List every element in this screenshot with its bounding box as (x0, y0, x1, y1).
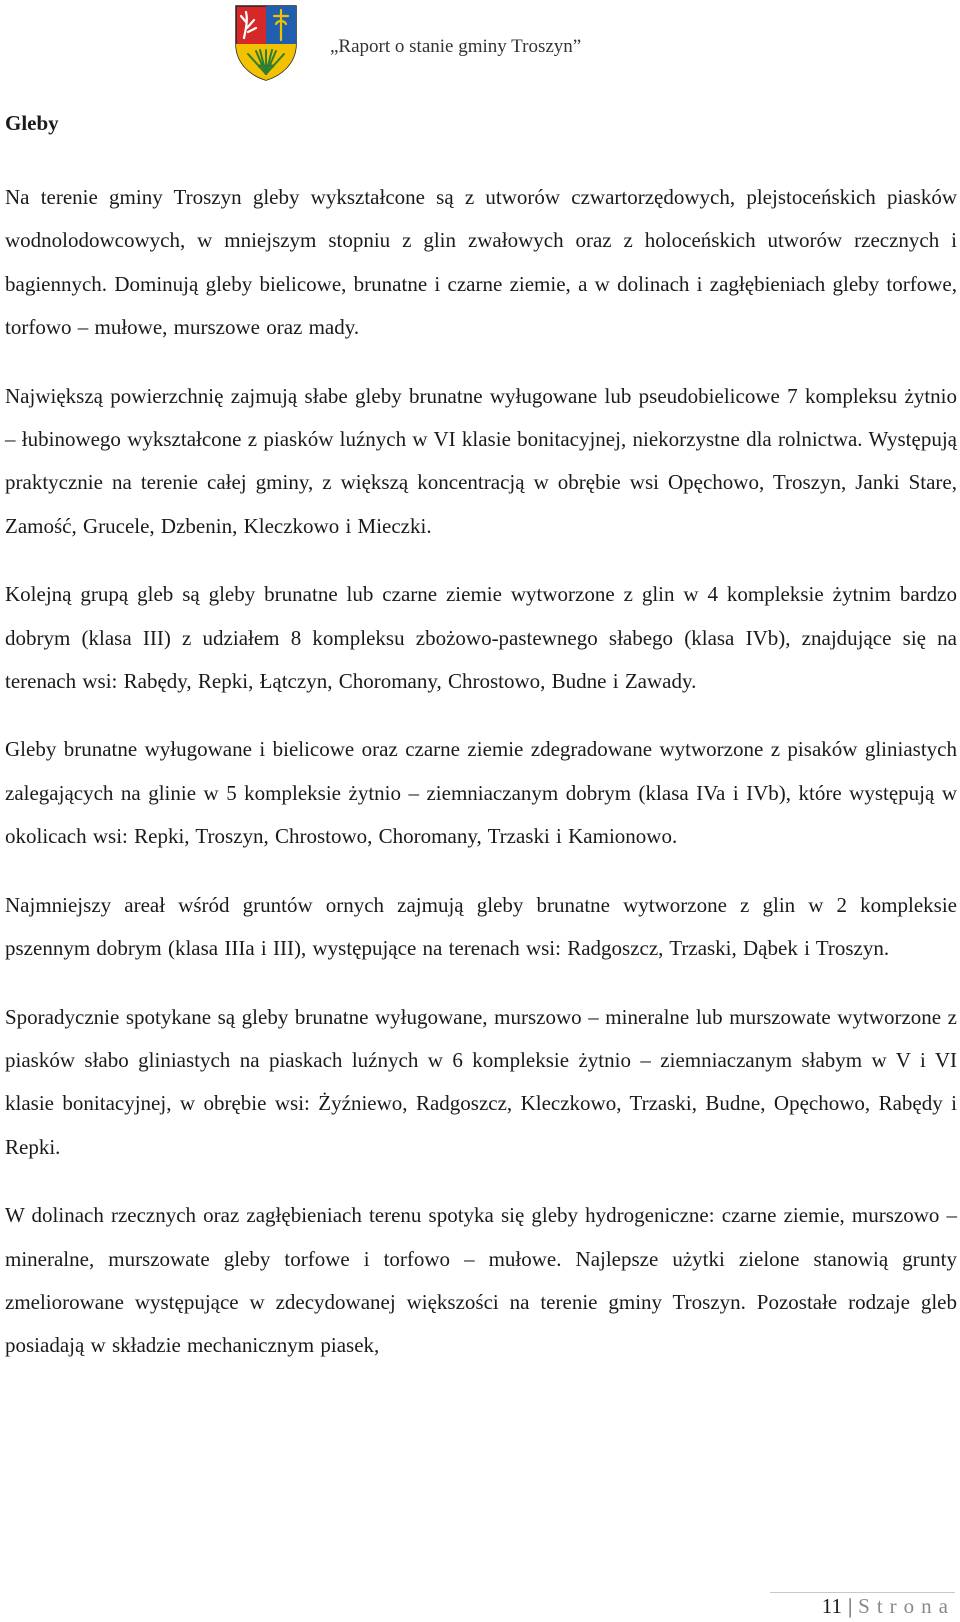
report-title: „Raport o stanie gminy Troszyn” (330, 36, 582, 57)
document-body (5, 106, 957, 1393)
coat-of-arms-icon (234, 4, 298, 82)
paragraph: Najmniejszy areał wśród gruntów ornych zajmują gleby brunatne wytworzone z glin w 2 kompleksie pszennym dobrym (klasa IIIa i III), występujące na terenach wsi: Radgoszcz, Trzaski, Dąbek i Troszyn. (5, 892, 957, 961)
paragraph: Największą powierzchnię zajmują słabe gleby brunatne wyługowane lub pseudobielicowe 7 kompleksu żytnio – łubinowego wykształcone z piasków luźnych w VI klasie bonitacyjnej, niekorzystne dla rolnictwa. Występują praktycznie na terenie całej gminy, z większą koncentracją w obrębie wsi Opęchowo, Troszyn, Janki Stare, Zamość, Grucele, Dzbenin, Kleczkowo i Mieczki. (5, 383, 957, 538)
paragraph: Sporadycznie spotykane są gleby brunatne wyługowane, murszowo – mineralne lub murszowate wytworzone z piasków słabo gliniastych na piaskach luźnych w 6 kompleksie żytnio – ziemniaczanym słabym w V i VI klasie bonitacyjnej, w obrębie wsi: Żyźniewo, Radgoszcz, Kleczkowo, Trzaski, Budne, Opęchowo, Rabędy i Repki. (5, 1004, 957, 1159)
section-heading: Gleby (5, 111, 59, 135)
footer-divider (770, 1592, 955, 1593)
footer-separator: | (847, 1594, 853, 1618)
page-number: 11 (821, 1594, 842, 1618)
paragraph: W dolinach rzecznych oraz zagłębieniach terenu spotyka się gleby hydrogeniczne: czarne ziemie, murszowo – mineralne, murszowate gleby torfowe i torfowo – mułowe. Najlepsze użytki zielone stanowią grunty zmeliorowane występujące w zdecydowanej większości na terenie gminy Troszyn. Pozostałe rodzaje gleb posiadają w składzie mechanicznym piasek, (5, 1203, 957, 1358)
page-label: Strona (858, 1594, 955, 1618)
paragraph: Gleby brunatne wyługowane i bielicowe oraz czarne ziemie zdegradowane wytworzone z pisaków gliniastych zalegających na glinie w 5 kompleksie żytnio – ziemniaczanym dobrym (klasa IVa i IVb), które występują w okolicach wsi: Repki, Troszyn, Chrostowo, Choromany, Trzaski i Kamionowo. (5, 737, 957, 849)
page-footer (822, 1594, 955, 1619)
page-header (0, 0, 960, 90)
paragraph: Na terenie gminy Troszyn gleby wykształcone są z utworów czwartorzędowych, plejstoceńskich piasków wodnolodowcowych, w mniejszym stopniu z glin zwałowych oraz z holoceńskich utworów rzecznych i bagiennych. Dominują gleby bielicowe, brunatne i czarne ziemie, a w dolinach i zagłębieniach gleby torfowe, torfowo – mułowe, murszowe oraz mady. (5, 185, 957, 340)
paragraph: Kolejną grupą gleb są gleby brunatne lub czarne ziemie wytworzone z glin w 4 kompleksie żytnim bardzo dobrym (klasa III) z udziałem 8 kompleksu zbożowo-pastewnego słabego (klasa IVb), znajdujące się na terenach wsi: Rabędy, Repki, Łątczyn, Choromany, Chrostowo, Budne i Zawady. (5, 582, 957, 694)
